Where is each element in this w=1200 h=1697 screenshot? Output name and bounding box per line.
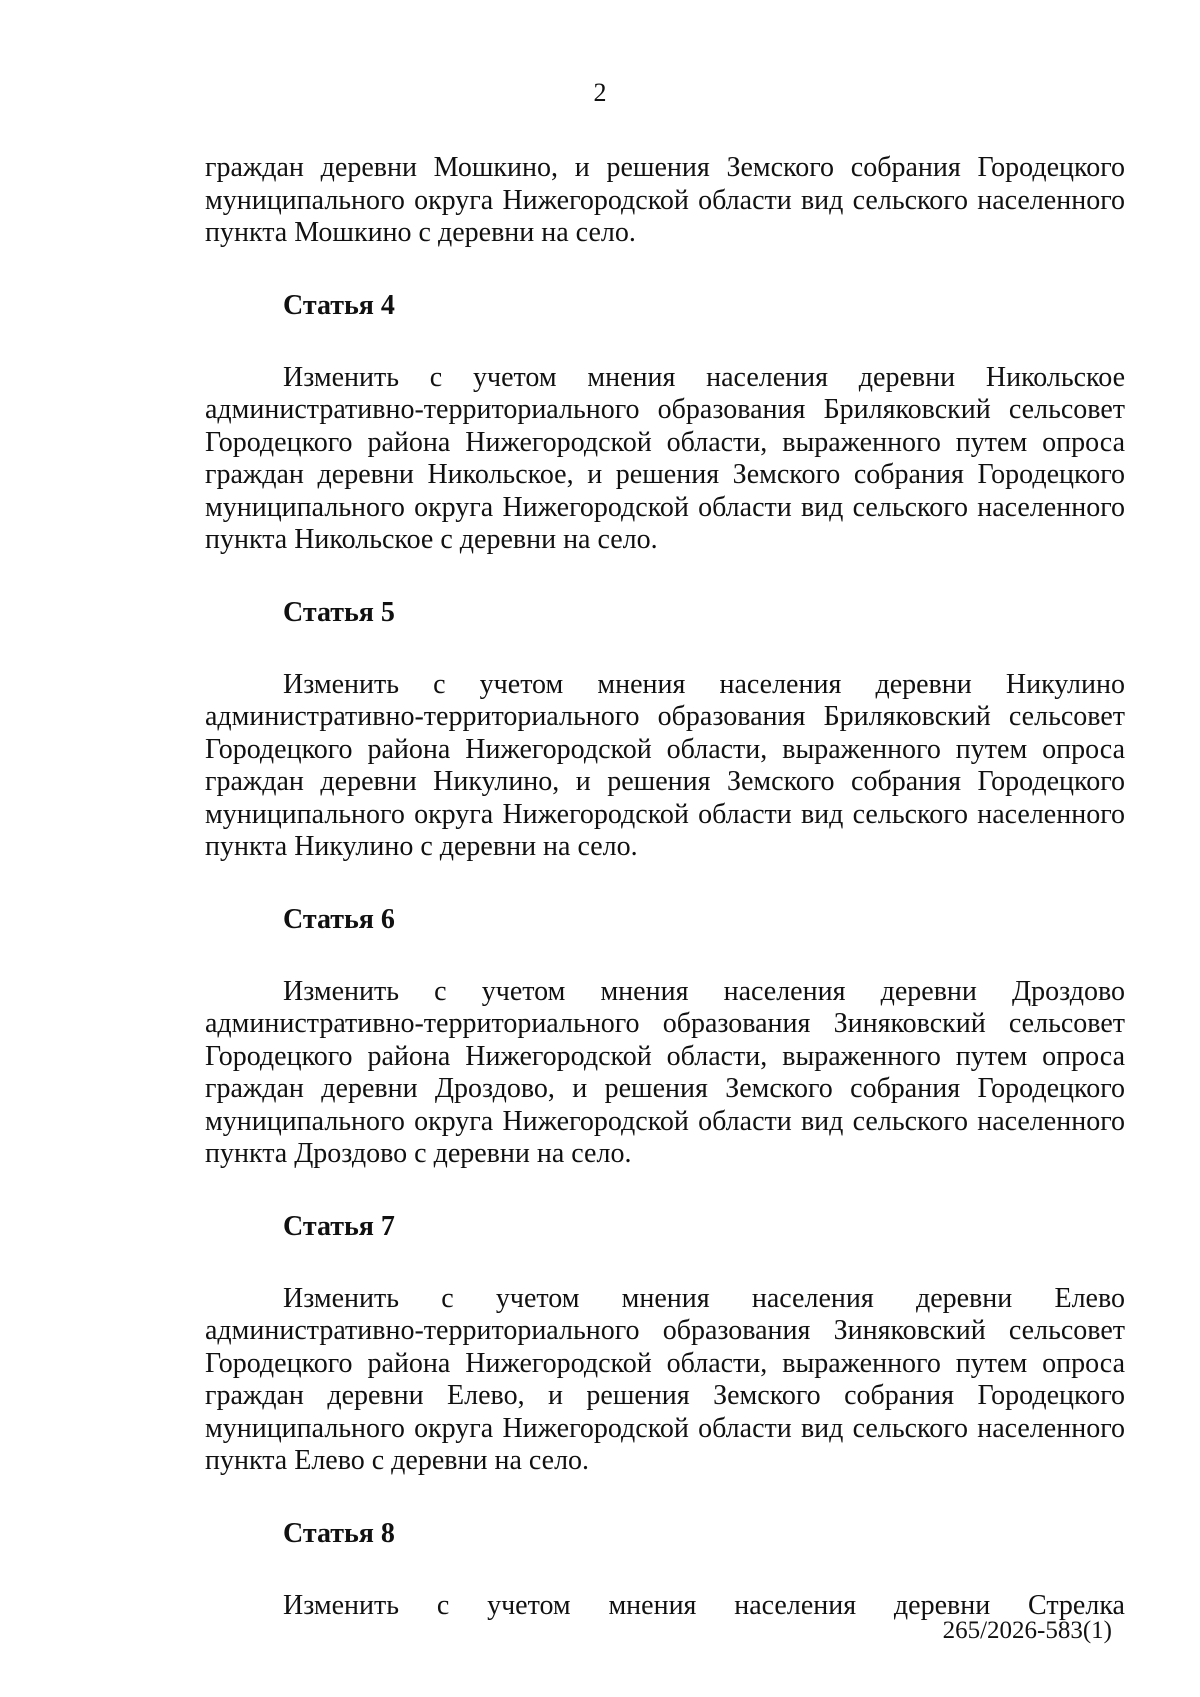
article-8-word: учетом	[487, 1589, 571, 1621]
article-8-word: Стрелка	[1028, 1589, 1125, 1621]
article-4-text: Изменить с учетом мнения населения деревни Никольское административно-территориального образования Бриляковский сельсовет Городецкого района Нижегородской области, выраженного путем опроса граждан деревни Никольское, и решения Земского собрания Городецкого муниципального округа Нижегородской области вид сельского населенного пункта Никольское с деревни на село.	[205, 361, 1125, 555]
article-5-text: Изменить с учетом мнения населения деревни Никулино административно-территориального образования Бриляковский сельсовет Городецкого района Нижегородской области, выраженного путем опроса граждан деревни Никулино, и решения Земского собрания Городецкого муниципального округа Нижегородской области вид сельского населенного пункта Никулино с деревни на село.	[205, 668, 1125, 862]
article-8-word: деревни	[893, 1589, 991, 1621]
article-8-heading: Статья 8	[283, 1517, 395, 1549]
intro-paragraph: граждан деревни Мошкино, и решения Земского собрания Городецкого муниципального округа Нижегородской области вид сельского населенного пункта Мошкино с деревни на село.	[205, 152, 1125, 248]
article-6-heading: Статья 6	[283, 903, 395, 935]
article-6-text: Изменить с учетом мнения населения деревни Дроздово административно-территориального образования Зиняковский сельсовет Городецкого района Нижегородской области, выраженного путем опроса граждан деревни Дроздово, и решения Земского собрания Городецкого муниципального округа Нижегородской области вид сельского населенного пункта Дроздово с деревни на село.	[205, 975, 1125, 1169]
article-7-heading: Статья 7	[283, 1210, 395, 1242]
article-4-heading: Статья 4	[283, 289, 395, 321]
article-8-word: мнения	[608, 1589, 697, 1621]
article-8-word: населения	[734, 1589, 857, 1621]
article-8-word: с	[436, 1589, 450, 1621]
page-number: 2	[593, 78, 607, 107]
article-5-heading: Статья 5	[283, 596, 395, 628]
document-code: 265/2026-583(1)	[942, 1617, 1112, 1644]
article-8-word: Изменить	[283, 1589, 400, 1621]
article-7-text: Изменить с учетом мнения населения деревни Елево административно-территориального образования Зиняковский сельсовет Городецкого района Нижегородской области, выраженного путем опроса граждан деревни Елево, и решения Земского собрания Городецкого муниципального округа Нижегородской области вид сельского населенного пункта Елево с деревни на село.	[205, 1282, 1125, 1476]
document-body	[205, 152, 1125, 1622]
